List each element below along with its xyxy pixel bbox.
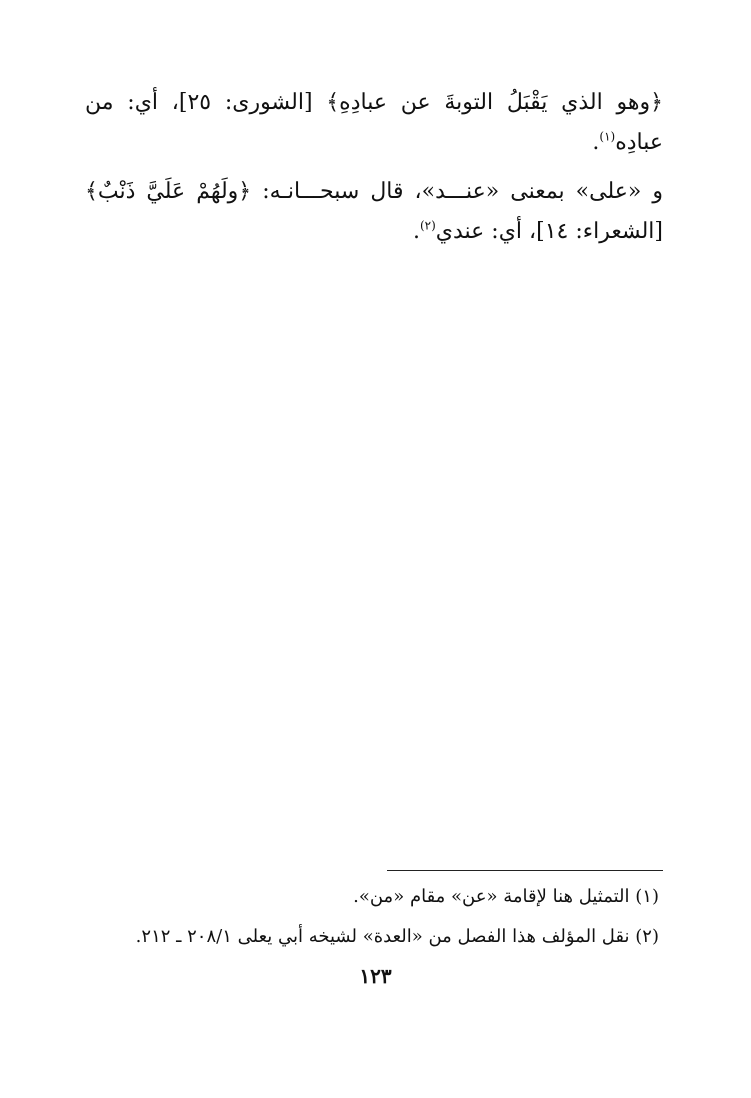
footnote-ref-1: (١)	[599, 129, 616, 144]
body-line-1	[85, 88, 663, 118]
body-line-2	[592, 128, 663, 158]
body-text-2: عبادِه	[615, 130, 663, 155]
footnote-ref-2: (٢)	[419, 218, 436, 233]
page-number: ١٢٣	[359, 964, 392, 988]
body-line-4	[413, 217, 663, 247]
body-text-4-end: .	[412, 219, 420, 244]
footnote-2: (٢) نقل المؤلف هذا الفصل من «العدة» لشيخه أبي يعلى ٢٠٨/١ ـ ٢١٢.	[135, 926, 659, 947]
body-text-1: ﴿وهو الذي يَقْبَلُ التوبةَ عن عبادِهِ﴾ [الشورى: ٢٥]، أي: من	[85, 90, 663, 115]
body-text-4: [الشعراء: ١٤]، أي: عندي	[435, 219, 663, 244]
footnote-1: (١) التمثيل هنا لإقامة «عن» مقام «من».	[353, 886, 659, 907]
body-line-3	[85, 177, 663, 207]
footnote-separator	[387, 870, 663, 871]
body-text-3: و «على» بمعنى «عنـــد»، قال سبحـــانـه: ﴿ولَهُمْ عَلَيَّ ذَنْبٌ﴾	[85, 179, 663, 204]
body-text-2-end: .	[592, 130, 600, 155]
